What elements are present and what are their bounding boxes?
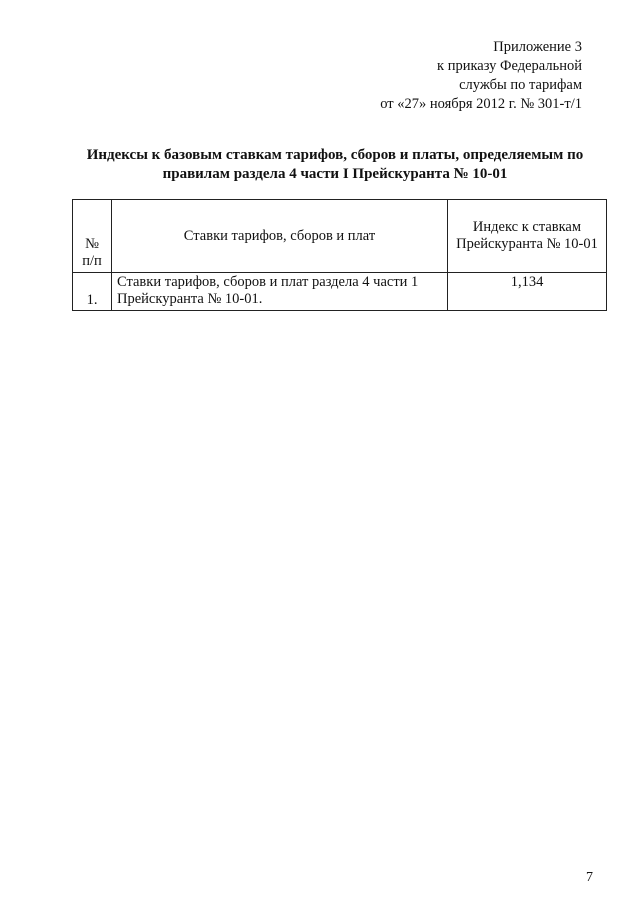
row-rates-cell: [112, 273, 448, 311]
row-index-value: 1,134: [510, 274, 544, 290]
table-row: [73, 273, 607, 311]
row-rates-line-1: Ставки тарифов, сборов и плат раздела 4 части 1: [117, 274, 419, 290]
header-rates-cell: [112, 200, 448, 273]
table-header-row: [73, 200, 607, 273]
header-number-pp: п/п: [82, 253, 102, 269]
appendix-line-3: службы по тарифам: [459, 77, 582, 93]
title-line-1: Индексы к базовым ставкам тарифов, сборов и платы, определяемым по: [86, 147, 584, 163]
row-index-cell: [448, 273, 607, 311]
appendix-line-2: к приказу Федеральной: [437, 58, 582, 74]
rates-index-table: [72, 199, 607, 311]
row-number: 1.: [86, 292, 98, 308]
header-rates-label: Ставки тарифов, сборов и плат: [183, 227, 376, 244]
row-number-cell: [73, 273, 112, 311]
row-rates-line-2: Прейскуранта № 10-01.: [117, 291, 263, 307]
header-number-cell: [73, 200, 112, 273]
appendix-header: [380, 38, 582, 114]
header-index-line-2: Прейскуранта № 10-01: [456, 236, 598, 252]
header-index-line-1: Индекс к ставкам: [472, 219, 582, 235]
title-line-2: правилам раздела 4 части I Прейскуранта № 10-01: [162, 166, 508, 182]
page-number: 7: [586, 870, 593, 885]
header-number-sign: №: [85, 236, 99, 252]
document-title: [40, 146, 630, 184]
appendix-line-4: от «27» ноября 2012 г. № 301-т/1: [380, 96, 582, 112]
header-index-cell: [448, 200, 607, 273]
appendix-line-1: Приложение 3: [493, 39, 582, 55]
